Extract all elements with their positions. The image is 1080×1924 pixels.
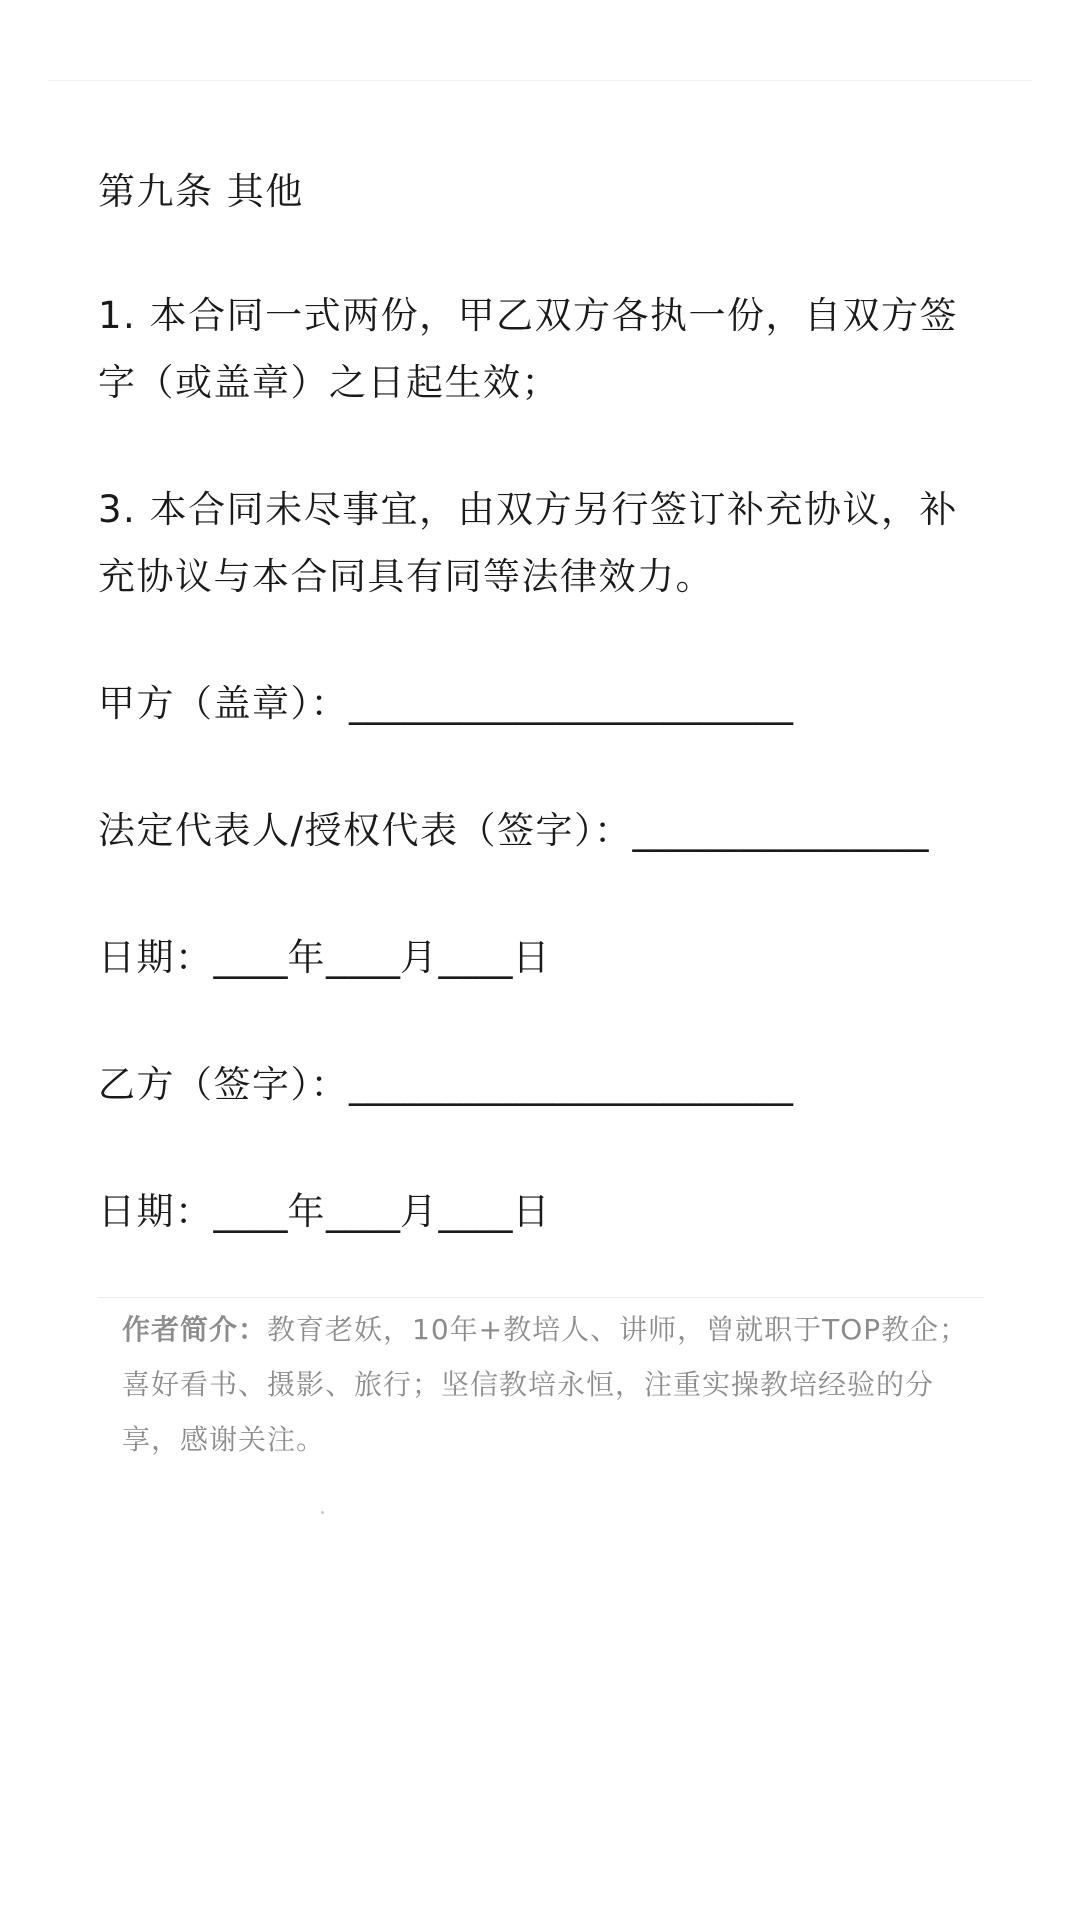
month-label: 月 xyxy=(400,936,439,979)
date-prefix: 日期： xyxy=(98,1190,214,1233)
month-label: 月 xyxy=(400,1190,439,1233)
day-blank: ____ xyxy=(438,1190,513,1233)
clause-1: 1. 本合同一式两份，甲乙双方各执一份，自双方签字（或盖章）之日起生效； xyxy=(98,294,959,404)
date-prefix: 日期： xyxy=(98,936,214,979)
party-b-blank: ________________________ xyxy=(349,1063,793,1106)
author-bio xyxy=(122,1302,982,1467)
clause-3: 3. 本合同未尽事宜，由双方另行签订补充协议，补充协议与本合同具有同等法律效力。 xyxy=(98,488,959,598)
year-blank: ____ xyxy=(213,936,288,979)
party-a-blank: ________________________ xyxy=(349,682,793,725)
party-a-signature-line xyxy=(98,670,978,737)
article-body xyxy=(98,158,978,1305)
date-line-party-b xyxy=(98,1178,978,1245)
day-label: 日 xyxy=(512,1190,551,1233)
bio-divider xyxy=(98,1297,984,1298)
party-a-label: 甲方（盖章）： xyxy=(98,682,349,725)
legal-rep-label: 法定代表人/授权代表（签字）： xyxy=(98,809,633,852)
month-blank: ____ xyxy=(326,936,400,979)
section-heading: 第九条 其他 xyxy=(98,170,304,213)
legal-rep-blank: ________________ xyxy=(632,809,929,852)
date-line-party-a xyxy=(98,924,978,991)
legal-rep-signature-line xyxy=(98,797,978,864)
day-label: 日 xyxy=(512,936,551,979)
top-divider xyxy=(48,80,1032,81)
year-label: 年 xyxy=(287,936,326,979)
decorative-dot xyxy=(321,1511,324,1514)
year-label: 年 xyxy=(287,1190,326,1233)
day-blank: ____ xyxy=(438,936,513,979)
party-b-signature-line xyxy=(98,1051,978,1118)
year-blank: ____ xyxy=(213,1190,288,1233)
month-blank: ____ xyxy=(326,1190,400,1233)
party-b-label: 乙方（签字）： xyxy=(98,1063,349,1106)
author-bio-text: 教育老妖，10年+教培人、讲师，曾就职于TOP教企；喜好看书、摄影、旅行；坚信教培永恒，注重实操教培经验的分享，感谢关注。 xyxy=(122,1313,969,1456)
author-bio-label: 作者简介： xyxy=(122,1313,268,1346)
